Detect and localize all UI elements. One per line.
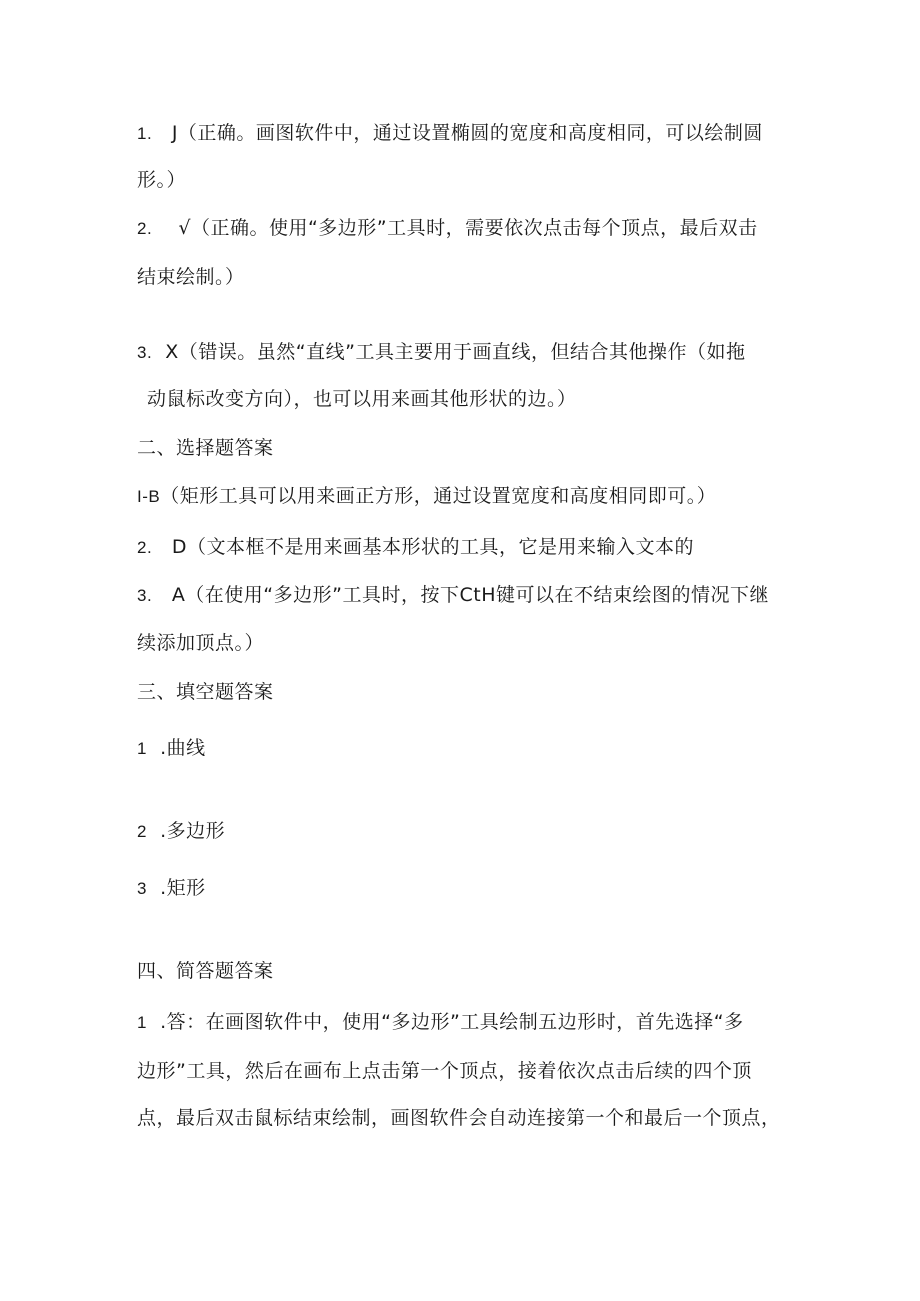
choice-item-3-line-2: 续添加顶点。） [137, 632, 265, 654]
fill-section-heading: 三、填空题答案 [137, 681, 274, 703]
fill-item-1-text: .曲线 [160, 737, 206, 759]
tf-item-3-line-1 [137, 340, 746, 365]
choice-item-3-line-1 [137, 583, 769, 608]
choice-section-heading: 二、选择题答案 [137, 437, 274, 459]
short-section-heading: 四、简答题答案 [137, 960, 274, 982]
tf-item-3-number: 3. [137, 343, 153, 362]
choice-item-3-number: 3. [137, 586, 153, 605]
tf-item-1-number: 1. [137, 124, 153, 143]
choice-item-2 [137, 535, 694, 560]
tf-item-1-line-2: 形。） [137, 169, 187, 191]
short-item-1-text: .答：在画图软件中，使用“多边形”工具绘制五边形时，首先选择“多 [160, 1011, 744, 1033]
tf-item-3-text: X（错误。虽然“直线”工具主要用于画直线，但结合其他操作（如拖 [165, 341, 746, 363]
fill-item-3 [137, 876, 206, 901]
short-item-1-line-3: 点，最后双击鼠标结束绘制，画图软件会自动连接第一个和最后一个顶点， [137, 1107, 781, 1129]
tf-item-2-line-2: 结束绘制。） [137, 266, 245, 288]
tf-item-1-line-1 [137, 121, 763, 146]
short-item-1-line-1 [137, 1010, 744, 1035]
fill-item-1-number: 1 [137, 739, 147, 758]
choice-item-2-text: D（文本框不是用来画基本形状的工具，它是用来输入文本的 [171, 536, 694, 558]
tf-item-2-line-1 [137, 216, 758, 241]
tf-item-2-text: √（正确。使用“多边形”工具时，需要依次点击每个顶点，最后双击 [178, 217, 758, 239]
fill-item-2-text: .多边形 [160, 820, 226, 842]
tf-item-1-text: J（正确。画图软件中，通过设置椭圆的宽度和高度相同，可以绘制圆 [171, 122, 763, 144]
fill-item-2 [137, 819, 225, 844]
tf-item-2-number: 2. [137, 219, 153, 238]
choice-item-1-text: （矩形工具可以用来画正方形，通过设置宽度和高度相同即可。） [160, 485, 717, 507]
short-item-1-number: 1 [137, 1013, 147, 1032]
choice-item-1-number: I-B [137, 487, 161, 506]
choice-item-1 [137, 484, 716, 509]
fill-item-1 [137, 736, 206, 761]
fill-item-3-text: .矩形 [160, 877, 206, 899]
choice-item-3-text: A（在使用“多边形”工具时，按下CtH键可以在不结束绘图的情况下继 [171, 584, 770, 606]
tf-item-3-line-2: 动鼠标改变方向），也可以用来画其他形状的边。） [147, 388, 577, 410]
fill-item-3-number: 3 [137, 879, 147, 898]
choice-item-2-number: 2. [137, 538, 153, 557]
short-item-1-line-2: 边形”工具，然后在画布上点击第一个顶点，接着依次点击后续的四个顶 [137, 1060, 752, 1082]
fill-item-2-number: 2 [137, 822, 147, 841]
